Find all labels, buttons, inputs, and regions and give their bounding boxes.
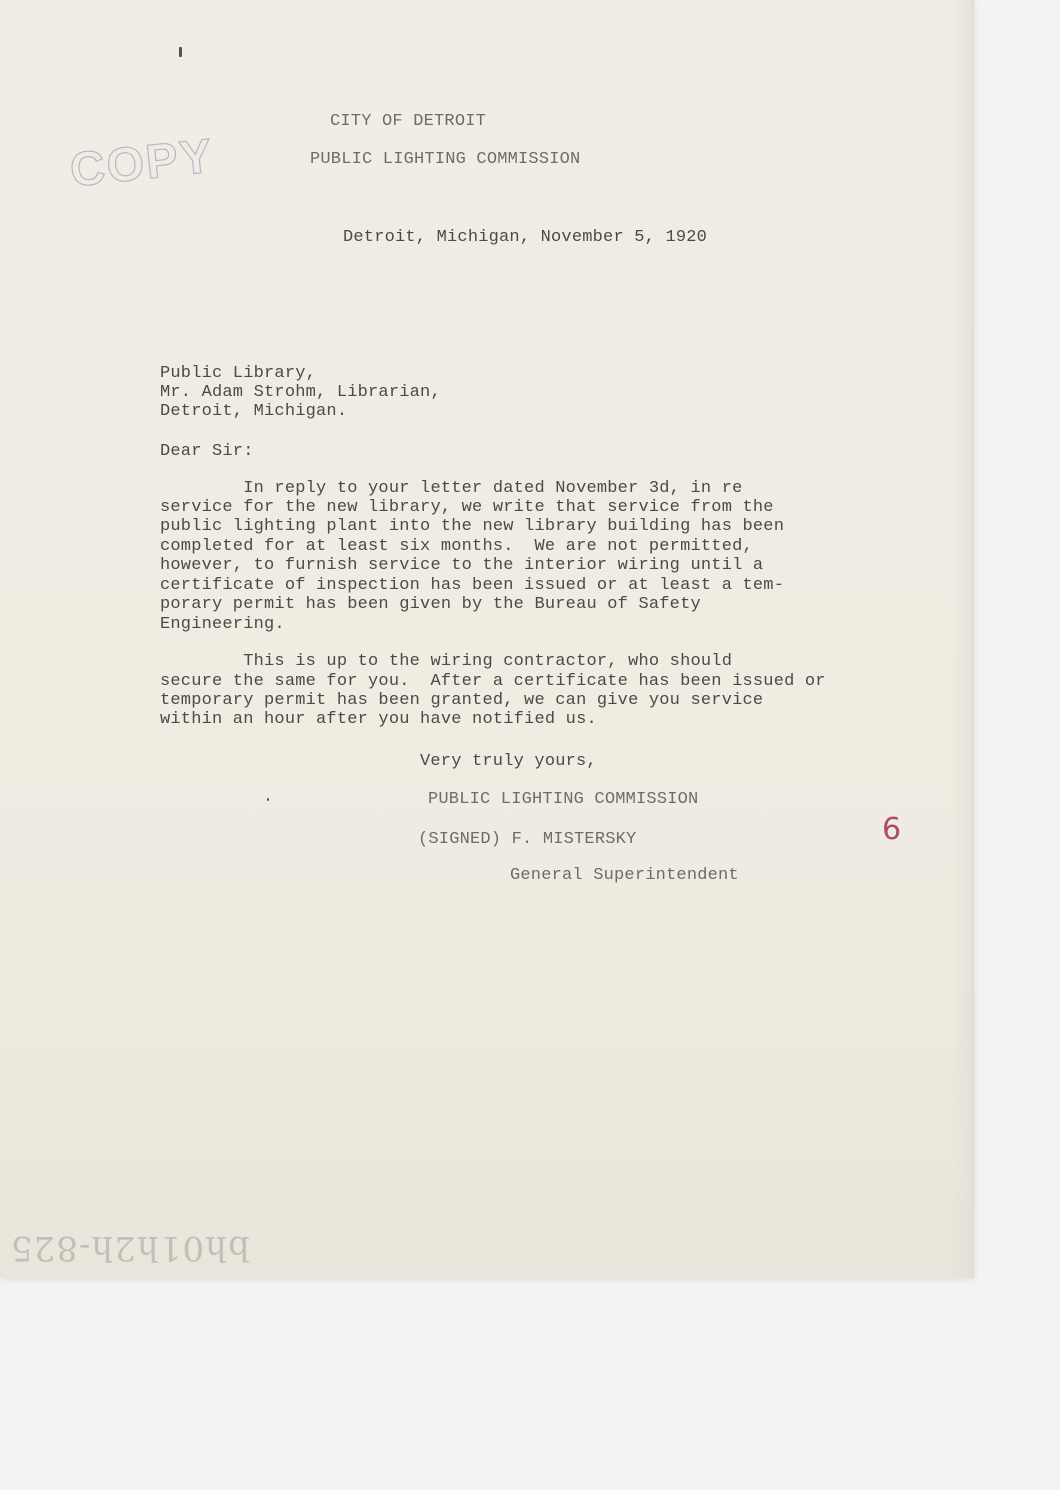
- recipient-line: Public Library,: [160, 364, 317, 383]
- paragraph-line: however, to furnish service to the interior wiring until a: [160, 556, 764, 575]
- paragraph-line: public lighting plant into the new library building has been: [160, 517, 785, 536]
- paragraph-line: secure the same for you. After a certificate has been issued or: [160, 672, 826, 691]
- paragraph-line: Engineering.: [160, 615, 285, 634]
- recipient-line: Detroit, Michigan.: [160, 402, 348, 421]
- recipient-line: Mr. Adam Strohm, Librarian,: [160, 383, 441, 402]
- handwritten-page-number: 6: [882, 812, 902, 847]
- copy-stamp: COPY: [67, 129, 217, 198]
- signature-name: (SIGNED) F. MISTERSKY: [418, 830, 637, 849]
- signature-title: General Superintendent: [510, 866, 739, 885]
- letterhead-commission: PUBLIC LIGHTING COMMISSION: [310, 150, 581, 169]
- ink-speck: [267, 798, 269, 801]
- closing: Very truly yours,: [420, 752, 597, 771]
- paragraph-line: within an hour after you have notified us.: [160, 710, 597, 729]
- salutation: Dear Sir:: [160, 442, 254, 461]
- letterhead-city: CITY OF DETROIT: [330, 112, 487, 131]
- paragraph-line: certificate of inspection has been issued or at least a tem-: [160, 576, 785, 595]
- ink-speck: [179, 47, 182, 57]
- pencil-catalog-note: bh01h2h-825: [10, 1228, 250, 1268]
- paragraph-line: This is up to the wiring contractor, who should: [160, 652, 733, 671]
- sheet-edge-shadow: [950, 0, 974, 1278]
- signature-organization: PUBLIC LIGHTING COMMISSION: [428, 790, 699, 809]
- dateline: Detroit, Michigan, November 5, 1920: [343, 228, 708, 247]
- paragraph-line: In reply to your letter dated November 3d, in re: [160, 479, 743, 498]
- paragraph-line: temporary permit has been granted, we can give you service: [160, 691, 764, 710]
- paragraph-line: completed for at least six months. We are not permitted,: [160, 537, 753, 556]
- paragraph-line: porary permit has been given by the Bureau of Safety: [160, 595, 701, 614]
- paragraph-line: service for the new library, we write that service from the: [160, 498, 774, 517]
